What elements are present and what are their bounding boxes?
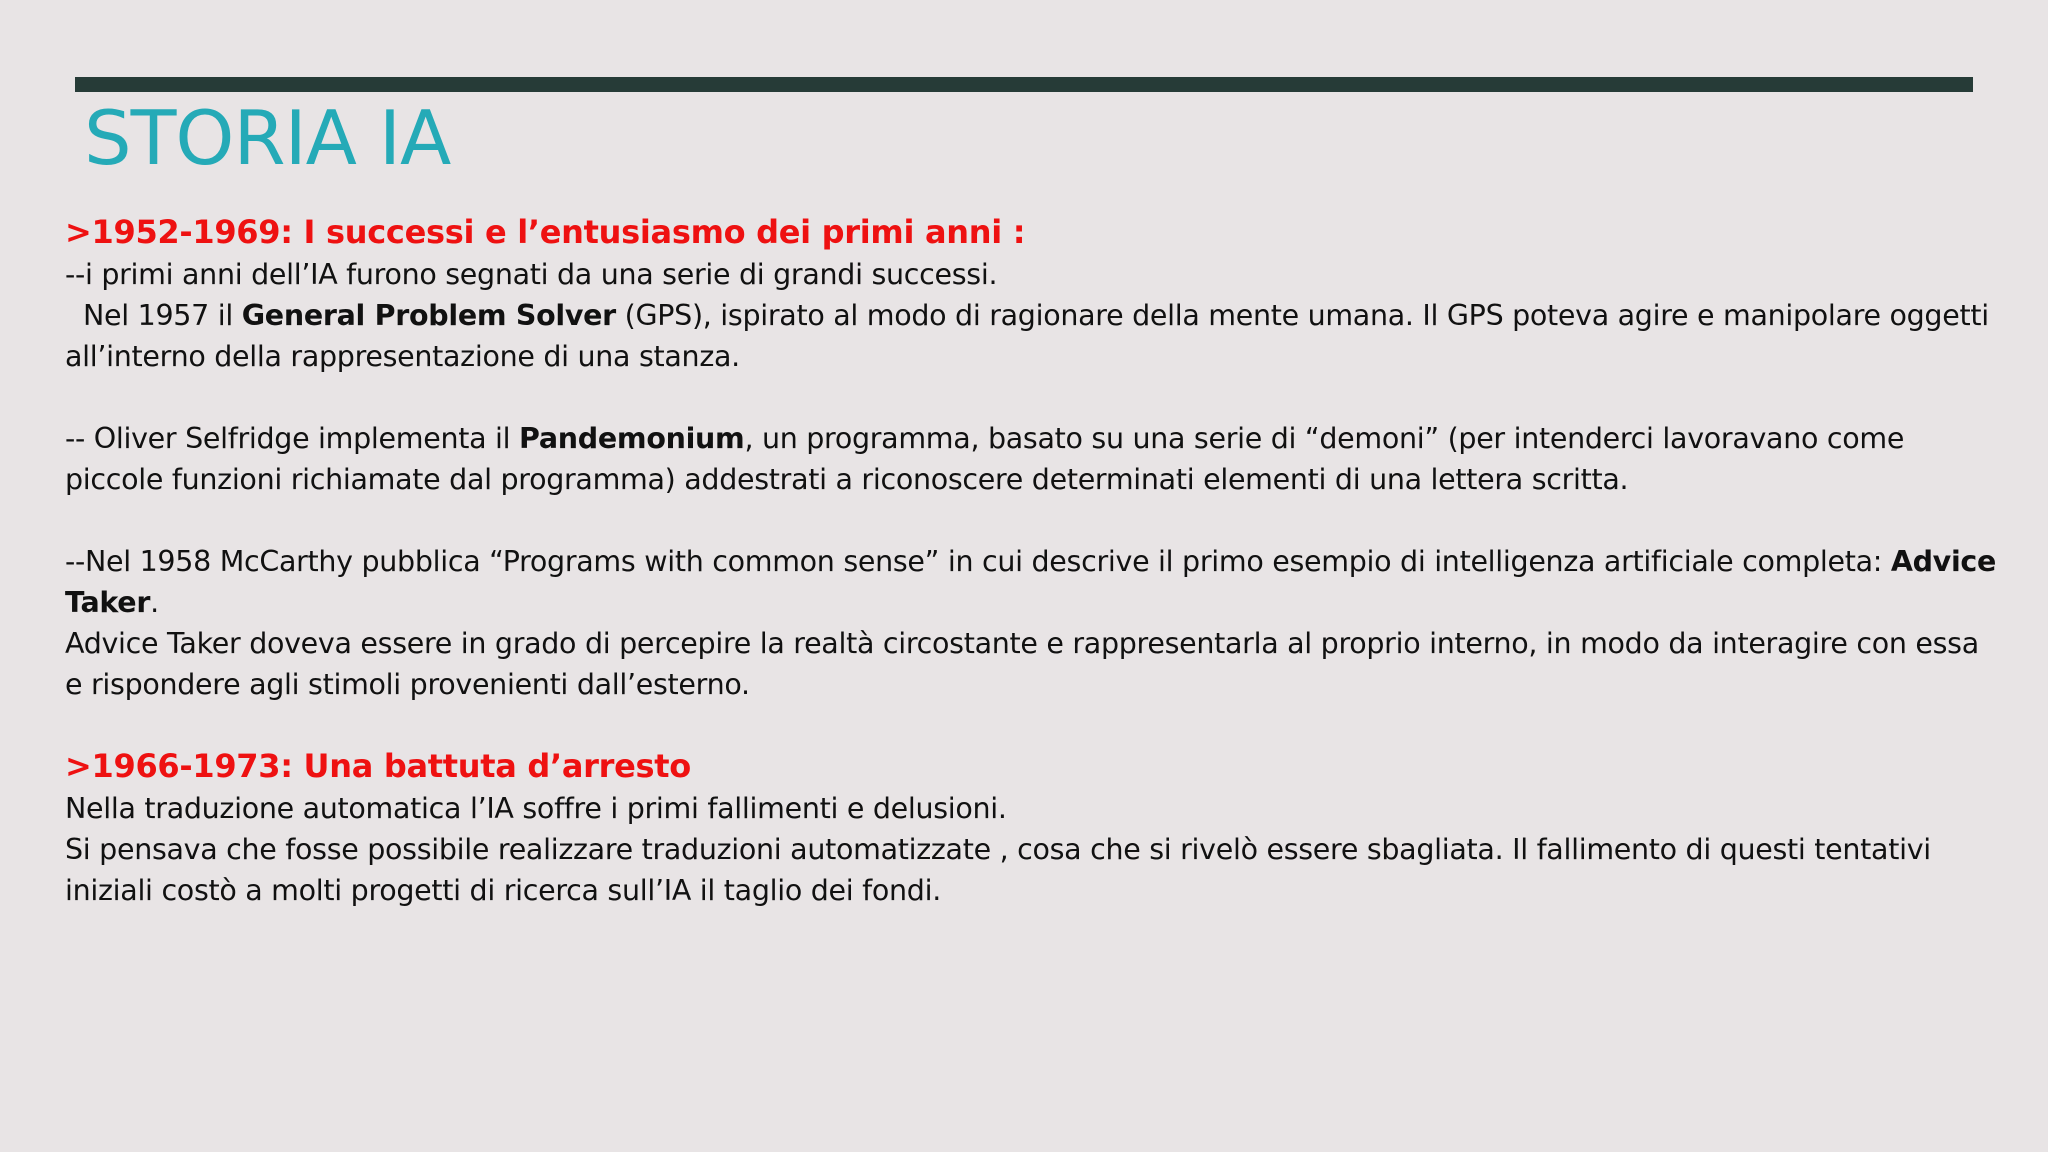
slide-body xyxy=(65,210,2000,911)
pandemonium-bold-term: Pandemonium xyxy=(519,422,745,455)
pandemonium-text-pre: -- Oliver Selfridge implementa il xyxy=(65,422,520,455)
paragraph-translation: Nella traduzione automatica l’IA soffre i primi fallimenti e delusioni. xyxy=(65,792,1007,825)
slide-title: STORIA IA xyxy=(84,94,451,182)
title-divider-bar xyxy=(75,77,1973,92)
section-heading-1966-1973: >1966-1973: Una battuta d’arresto xyxy=(65,747,691,785)
paragraph-funding-cut: Si pensava che fosse possibile realizzare traduzioni automatizzate , cosa che si rivelò essere sbagliata. Il fallimento di questi tentativi iniziali costò a molti progetti di ricerca sull’IA il taglio dei fondi. xyxy=(65,833,1931,907)
section-heading-1952-1969: >1952-1969: I successi e l’entusiasmo dei primi anni : xyxy=(65,213,1026,251)
mccarthy-text-post: . xyxy=(150,586,159,619)
gps-text-post: (GPS), ispirato al modo di ragionare della mente umana. Il GPS poteva agire e manipolare oggetti all’interno della rappresentazione di una stanza. xyxy=(65,299,1989,373)
paragraph-advice-taker: Advice Taker doveva essere in grado di percepire la realtà circostante e rappresentarla al proprio interno, in modo da interagire con essa e rispondere agli stimoli provenienti dall’esterno. xyxy=(65,627,1979,701)
paragraph-mccarthy xyxy=(65,541,2000,623)
gps-text-pre: Nel 1957 il xyxy=(83,299,242,332)
advice-taker-bold-term: Advice Taker xyxy=(65,545,1997,619)
paragraph-pandemonium xyxy=(65,418,2000,500)
paragraph-early-successes: --i primi anni dell’IA furono segnati da una serie di grandi successi. xyxy=(65,258,998,291)
pandemonium-text-post: , un programma, basato su una serie di “demoni” (per intenderci lavoravano come piccole funzioni richiamate dal programma) addestrati a riconoscere determinati elementi di una lettera scritta. xyxy=(65,422,1905,496)
gps-bold-term: General Problem Solver xyxy=(241,299,616,332)
mccarthy-text-pre: --Nel 1958 McCarthy pubblica “Programs with common sense” in cui descrive il primo esempio di intelligenza artificiale completa: xyxy=(65,545,1891,578)
paragraph-gps xyxy=(65,295,2000,377)
